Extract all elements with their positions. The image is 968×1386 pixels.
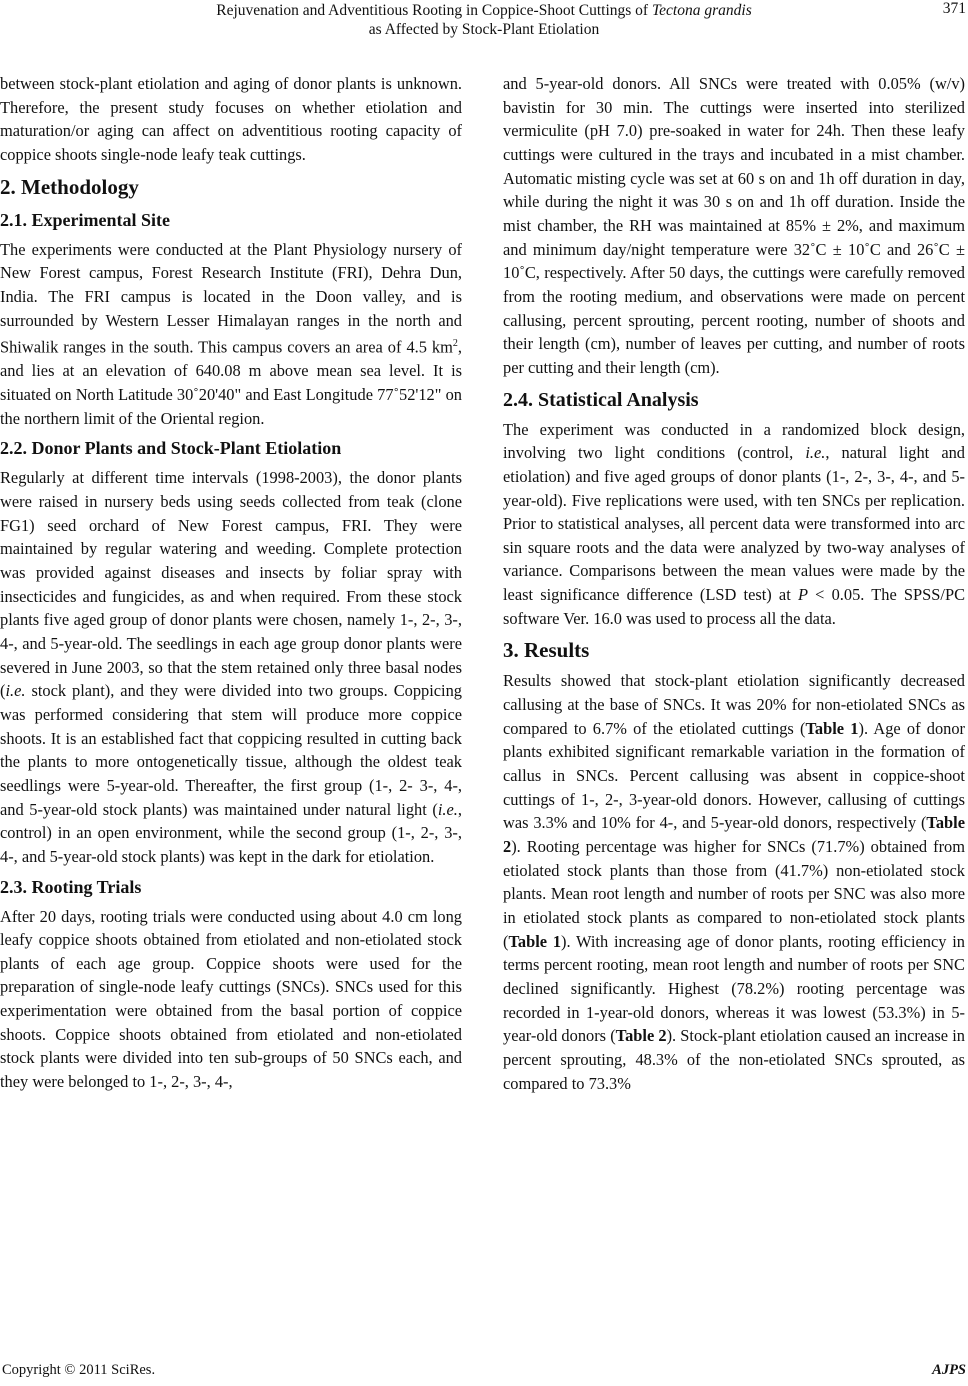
section-heading-methodology: 2. Methodology xyxy=(0,174,139,199)
running-header xyxy=(0,0,968,60)
subsection-heading-donor: 2.2. Donor Plants and Stock-Plant Etiolation xyxy=(0,438,342,459)
results-text-c: ). Rooting percentage was higher for SNCs (71.7%) obtained from etiolated stock plants than those from (41.7%) non-etiolated stock plants. Mean root length and number of roots per SNC was also more in etiolated stock plants as compared to non-etiolated stock plants ( xyxy=(503,837,965,951)
stats-text-b: , natural light and etiolation) and five aged groups of donor plants (1-, 2-, 3-, 4-, and 5-year-old). Five replications were used, with ten SNCs per replication. Prior to statistical analyses, all percent data were transformed into arc sin square roots and the data were analyzed by two-way analyses of variance. Comparisons between the mean values were made by the least significance difference (LSD test) at xyxy=(503,443,965,605)
running-title-line1 xyxy=(0,0,968,21)
results-paragraph xyxy=(503,669,965,1095)
donor-paragraph xyxy=(0,466,462,868)
donor-text-a: Regularly at different time intervals (1998-2003), the donor plants were raised in nursery beds using seeds collected from teak (clone FG1) seed orchard of New Forest campus, FRI. They were maintained by regular watering and weeding. Complete protection was provided against diseases and insects by foliar spray with insecticides and fungicides, as and when required. From these stock plants five aged group of donor plants were chosen, namely 1-, 2-, 3-, 4-, and 5-year-old. The seedlings in each age group donor plants were severed in June 2003, so that the stem retained only three basal nodes ( xyxy=(0,468,462,701)
running-title-line2: as Affected by Stock-Plant Etiolation xyxy=(368,21,600,38)
subsection-heading-rooting: 2.3. Rooting Trials xyxy=(0,876,142,897)
right-column xyxy=(503,72,965,1095)
site-paragraph xyxy=(0,238,462,431)
subsection-heading-site: 2.1. Experimental Site xyxy=(0,209,170,230)
results-text-b: ). Age of donor plants exhibited significant remarkable variation in the formation of callus in SNCs. Percent callusing was absent in coppice-shoot cuttings of 1-, 2-, 3-year-old donors. However, callusing of cuttings was 3.3% and 10% for 4-, and 5-year-old donors, respectively ( xyxy=(503,718,965,833)
copyright-notice: Copyright © 2011 SciRes. xyxy=(2,1362,156,1378)
stats-text-c: < 0.05. The SPSS/PC software Ver. 16.0 was used to process all the data. xyxy=(503,585,965,628)
stats-text-a: The experiment was conducted in a randomized block design, involving two light conditions (control, xyxy=(503,419,965,463)
donor-text-c: , control) in an open environment, while the second group (1-, 2-, 3-, 4-, and 5-year-old stock plants) was kept in the dark for etiolation. xyxy=(0,799,462,866)
title-prefix: Rejuvenation and Adventitious Rooting in Coppice-Shoot Cuttings of xyxy=(216,2,652,19)
rooting-paragraph: After 20 days, rooting trials were conducted using about 4.0 cm long leafy coppice shoots obtained from etiolated and non-etiolated stock plants of each age group. Coppice shoots were used for the preparation of single-node leafy cuttings (SNCs). SNCs used for this experimentation were obtained from the basal portion of coppice shoots. Coppice shoots obtained from etiolated and non-etiolated stock plants were divided into ten sub-groups of 50 SNCs each, and they were belonged to 1-, 2-, 3-, 4-, xyxy=(0,906,462,1092)
table-2-reference[interactable]: Table 2 xyxy=(503,813,965,857)
site-text-a: The experiments were conducted at the Plant Physiology nursery of New Forest campus, Forest Research Institute (FRI), Dehra Dun, India. The FRI campus is located in the Doon valley, and is surrounded by Western Lesser Himalayan ranges in the north and Shiwalik ranges in the south. This campus covers an area of 4.5 km xyxy=(0,239,462,357)
section-heading-results: 3. Results xyxy=(503,638,590,663)
table-2-reference[interactable]: Table 2 xyxy=(615,1026,667,1046)
table-1-reference[interactable]: Table 1 xyxy=(805,718,859,738)
superscript-2: 2 xyxy=(452,338,458,350)
italic-p: P xyxy=(797,585,808,605)
left-column xyxy=(0,72,462,1094)
page-number: 371 xyxy=(942,0,966,17)
italic-ie: i.e. xyxy=(5,681,26,701)
statistics-paragraph xyxy=(503,418,965,631)
journal-abbreviation: AJPS xyxy=(932,1362,966,1378)
results-text-d: ). With increasing age of donor plants, rooting efficiency in terms percent rooting, mean root length and number of roots per SNC declined significantly. Highest (78.2%) rooting percentage was recorded in 1-year-old donors, whereas it was lowest (53.3%) in 5-year-old donors ( xyxy=(503,931,965,1046)
results-text-a: Results showed that stock-plant etiolation significantly decreased callusing at the base of SNCs. It was 20% for non-etiolated SNCs as compared to 6.7% of the etiolated cuttings ( xyxy=(503,671,965,738)
italic-ie: i.e. xyxy=(805,443,826,463)
species-name: Tectona grandis xyxy=(651,2,752,19)
intro-paragraph-end: between stock-plant etiolation and aging of donor plants is unknown. Therefore, the present study focuses on whether etiolation and maturation/or aging can affect on adventitious rooting capacity of coppice shoots single-node leafy teak cuttings. xyxy=(0,74,462,164)
subsection-heading-statistics: 2.4. Statistical Analysis xyxy=(503,388,699,411)
italic-ie: i.e. xyxy=(437,799,458,819)
site-text-b: , and lies at an elevation of 640.08 m above mean sea level. It is situated on North Latitude 30˚20'40" and East Longitude 77˚52'12" on the northern limit of the Oriental region. xyxy=(0,337,462,428)
donor-text-b: stock plant), and they were divided into two groups. Coppicing was performed considering that stem will produce more coppice shoots. It is an established fact that coppicing resulted in cutting back the plants to more ontogenetically tissue, although the oldest teak seedlings were 5-year-old. Thereafter, the first group (1-, 2- 3-, 4-, and 5-year-old stock plants) was maintained under natural light ( xyxy=(0,681,462,819)
table-1-reference[interactable]: Table 1 xyxy=(508,931,562,951)
results-text-e: ). Stock-plant etiolation caused an increase in percent sprouting, 48.3% of the non-etiolated SNCs sprouted, as compared to 73.3% xyxy=(503,1026,965,1093)
rooting-paragraph-continued: and 5-year-old donors. All SNCs were treated with 0.05% (w/v) bavistin for 30 min. The cuttings were inserted into sterilized vermiculite (pH 7.0) pre-soaked in water for 24h. Then these leafy cuttings were cultured in the trays and incubated in a mist chamber. Automatic misting cycle was set at 60 s on and 1h off duration in day, while during the night it was 30 s on and 1h off duration. Inside the mist chamber, the RH was maintained at 85% ± 2%, and maximum and minimum day/night temperature were 32˚C ± 10˚C and 26˚C ± 10˚C, respectively. After 50 days, the cuttings were carefully removed from the rooting medium, and observations were made on percent callusing, percent sprouting, percent rooting, number of shoots and their length (cm), number of leaves per cutting, and number of roots per cutting and their length (cm). xyxy=(503,74,965,377)
